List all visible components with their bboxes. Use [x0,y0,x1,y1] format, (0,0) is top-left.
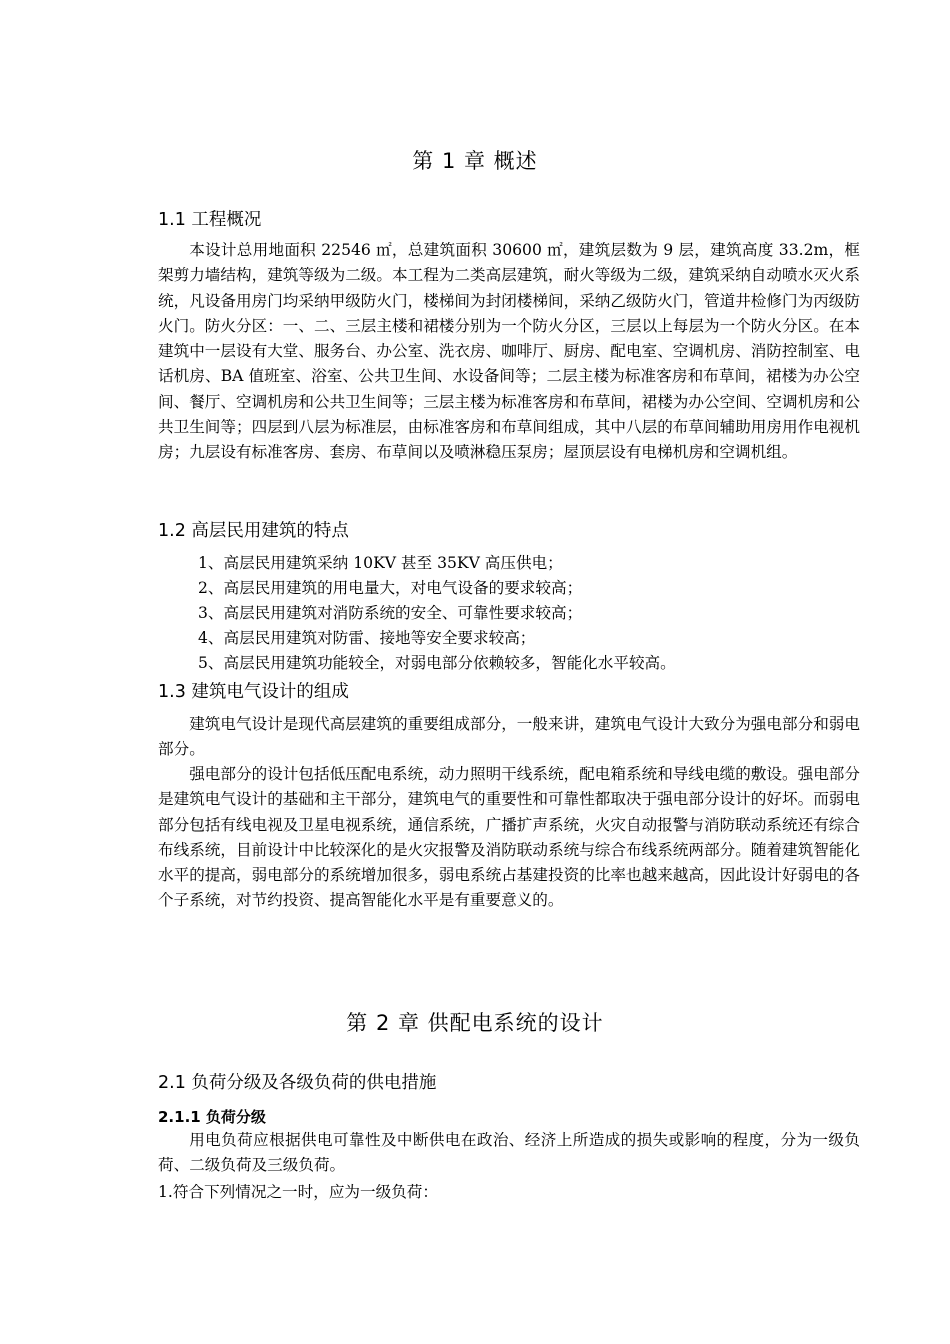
list-item: 5、高层民用建筑功能较全，对弱电部分依赖较多，智能化水平较高。 [198,654,676,672]
section-1-3-paragraph-2: 强电部分的设计包括低压配电系统，动力照明干线系统，配电箱系统和导线电缆的敷设。强电部分是建筑电气设计的基础和主干部分，建筑电气的重要性和可靠性都取决于强电部分设计的好坏。而弱电部分包括有线电视及卫星电视系统，通信系统，广播扩声系统，火灾自动报警与消防联动系统还有综合布线系统，目前设计中比较深化的是火灾报警及消防联动系统与综合布线系统两部分。随着建筑智能化水平的提高，弱电部分的系统增加很多，弱电系统占基建投资的比率也越来越高，因此设计好弱电的各个子系统，对节约投资、提高智能化水平是有重要意义的。 [158,765,860,910]
section-1-2-title: 1.2 高层民用建筑的特点 [158,521,349,541]
section-1-3-title: 1.3 建筑电气设计的组成 [158,682,349,702]
section-2-1-title: 2.1 负荷分级及各级负荷的供电措施 [158,1073,437,1093]
section-1-2-list [158,551,860,676]
list-item: 3、高层民用建筑对消防系统的安全、可靠性要求较高； [198,604,583,622]
subsection-2-1-1-paragraph: 用电负荷应根据供电可靠性及中断供电在政治、经济上所造成的损失或影响的程度，分为一级负荷、二级负荷及三级负荷。 [158,1131,860,1175]
section-1-1-paragraph: 本设计总用地面积 22546 ㎡，总建筑面积 30600 ㎡，建筑层数为 9 层，建筑高度 33.2m，框架剪力墙结构，建筑等级为二级。本工程为二类高层建筑，耐火等级为二级，建筑采纳自动喷水灭火系统，凡设备用房门均采纳甲级防火门，楼梯间为封闭楼梯间，采纳乙级防火门，管道井检修门为丙级防火门。防火分区：一、二、三层主楼和裙楼分别为一个防火分区，三层以上每层为一个防火分区。在本建筑中一层设有大堂、服务台、办公室、洗衣房、咖啡厅、厨房、配电室、空调机房、消防控制室、电话机房、BA 值班室、浴室、公共卫生间、水设备间等；二层主楼为标准客房和布草间，裙楼为办公空间、餐厅、空调机房和公共卫生间等；三层主楼为标准客房和布草间，裙楼为办公空间、空调机房和公共卫生间等；四层到八层为标准层，由标准客房和布草间组成，其中八层的布草间辅助用房用作电视机房；九层设有标准客房、套房、布草间以及喷淋稳压泵房；屋顶层设有电梯机房和空调机组。 [158,241,860,462]
list-item: 1、高层民用建筑采纳 10KV 甚至 35KV 高压供电； [198,554,563,572]
section-1-1-title: 1.1 工程概况 [158,210,262,230]
chapter-2-title: 第 2 章 供配电系统的设计 [346,1011,604,1035]
chapter-1-title: 第 1 章 概述 [412,149,538,173]
list-item: 2、高层民用建筑的用电量大，对电气设备的要求较高； [198,579,583,597]
section-1-3-paragraph-1: 建筑电气设计是现代高层建筑的重要组成部分，一般来讲，建筑电气设计大致分为强电部分和弱电部分。 [158,715,860,759]
subsection-2-1-1-line: 1.符合下列情况之一时，应为一级负荷： [158,1183,438,1201]
subsection-2-1-1-title: 2.1.1 负荷分级 [158,1108,266,1126]
list-item: 4、高层民用建筑对防雷、接地等安全要求较高； [198,629,536,647]
